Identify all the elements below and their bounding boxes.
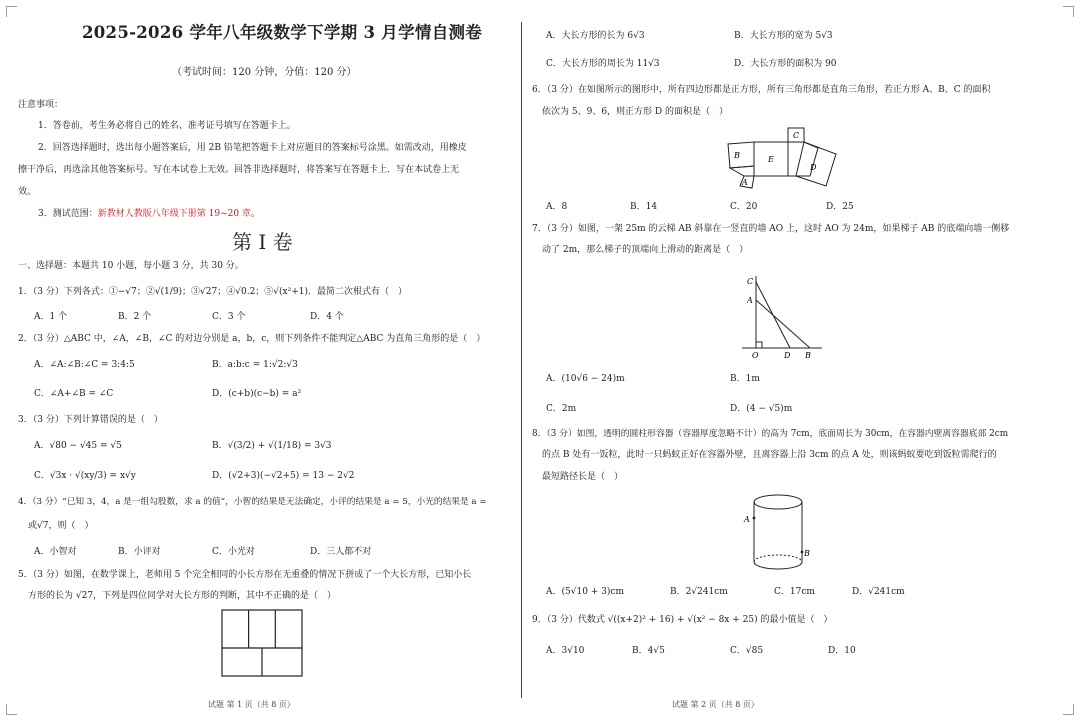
q5-option-a[interactable]: A．大长方形的长为 6√3: [546, 31, 645, 41]
q7-option-d[interactable]: D．(4 − √5)m: [730, 404, 793, 414]
test-scope: 新教材人教版八年级下册第 19~20 章: [97, 209, 251, 219]
crop-mark-top-right: [1063, 6, 1074, 17]
q6-label-e: E: [768, 155, 774, 164]
q3-option-b[interactable]: B．√(3/2) + √(1/18) = 3√3: [212, 441, 332, 451]
notice-3: [38, 208, 260, 221]
notice-2-line-3: 效。: [18, 187, 37, 197]
q7-label-b: B: [805, 351, 811, 360]
q2-option-a[interactable]: A．∠A:∠B:∠C = 3:4:5: [34, 360, 135, 370]
q4-option-d[interactable]: D．三人都不对: [310, 547, 372, 557]
crop-mark-bottom-right: [1063, 704, 1074, 715]
q3-option-c[interactable]: C．√3x · √(xy/3) = x√y: [34, 471, 136, 481]
question-4-line-2: 或√7，则（ ）: [28, 521, 94, 531]
notice-2-line-1: 2．回答选择题时，选出每小题答案后，用 2B 铅笔把答题卡上对应题目的答案标号涂黑。如需改动，用橡皮: [38, 143, 467, 153]
q5-option-d[interactable]: D．大长方形的面积为 90: [734, 59, 837, 69]
q7-ladder-figure: [738, 270, 828, 362]
exam-title: 2025-2026 学年八年级数学下学期 3 月学情自测卷: [82, 23, 483, 42]
page-1-footer: 试题 第 1 页（共 8 页）: [208, 700, 295, 709]
q6-option-d[interactable]: D．25: [826, 202, 854, 212]
q6-label-b: B: [734, 151, 740, 160]
q5-rectangle-figure: [220, 608, 304, 678]
q3-option-a[interactable]: A．√80 − √45 = √5: [34, 441, 122, 451]
q7-label-c: C: [747, 277, 754, 286]
q6-option-b[interactable]: B．14: [630, 202, 658, 212]
q5-option-b[interactable]: B．大长方形的宽为 5√3: [734, 31, 833, 41]
section-heading: 一、选择题：本题共 10 小题，每小题 3 分，共 30 分。: [18, 261, 244, 271]
q6-label-d: D: [810, 163, 817, 172]
question-9: 9．（3 分）代数式 √((x+2)² + 16) + √(x² − 8x + 25) 的最小值是（ ）: [532, 615, 833, 625]
q8-option-a[interactable]: A．(5√10 + 3)cm: [546, 587, 624, 597]
q6-squares-figure: [714, 124, 844, 190]
q9-option-a[interactable]: A．3√10: [546, 646, 585, 656]
q3-option-d[interactable]: D．(√2+3)(−√2+5) = 13 − 2√2: [212, 471, 355, 481]
q8-label-b: B: [804, 549, 810, 558]
question-1: 1．（3 分）下列各式：①−√7；②√(1/9)；③√27；④√0.2；⑤√(x²+1)．最简二次根式有（ ）: [18, 287, 408, 297]
q9-option-d[interactable]: D．10: [828, 646, 856, 656]
q8-label-a: A: [744, 515, 750, 524]
q1-option-d[interactable]: D．4 个: [310, 312, 344, 322]
q4-option-a[interactable]: A．小智对: [34, 547, 77, 557]
question-6-line-1: 6．（3 分）在如图所示的图形中，所有四边形都是正方形，所有三角形都是直角三角形，若正方形 A、B、C 的面积: [532, 85, 991, 95]
question-4-line-1: 4．（3 分）“已知 3，4，a 是一组勾股数，求 a 的值”，小智的结果是无法确定，小评的结果是 a = 5，小光的结果是 a =: [18, 497, 487, 507]
q6-option-a[interactable]: A．8: [546, 202, 568, 212]
question-7-line-1: 7．（3 分）如图，一架 25m 的云梯 AB 斜靠在一竖直的墙 AO 上，这时 AO 为 24m，如果梯子 AB 的底端向墙一侧移: [532, 224, 1010, 234]
q7-option-b[interactable]: B．1m: [730, 374, 760, 384]
crop-mark-top-left: [6, 6, 17, 17]
q6-label-a: A: [742, 178, 748, 187]
exam-info: （考试时间：120 分钟，分值：120 分）: [172, 67, 357, 78]
notice-3-prefix: 3．测试范围：: [38, 209, 98, 219]
question-5-line-1: 5．（3 分）如图，在数学课上，老师用 5 个完全相同的小长方形在无重叠的情况下拼成了一个大长方形，已知小长: [18, 570, 472, 580]
q8-option-b[interactable]: B．2√241cm: [670, 587, 728, 597]
q4-option-c[interactable]: C．小光对: [212, 547, 255, 557]
notice-2-line-2: 擦干净后，再选涂其他答案标号。写在本试卷上无效。回答非选择题时，将答案写在答题卡上．写在本试卷上无: [18, 165, 460, 175]
q5-option-c[interactable]: C．大长方形的周长为 11√3: [546, 59, 660, 69]
q7-label-d: D: [784, 351, 791, 360]
q7-option-c[interactable]: C．2m: [546, 404, 577, 414]
q1-option-c[interactable]: C．3 个: [212, 312, 246, 322]
question-8-line-1: 8．（3 分）如图，透明的圆柱形容器（容器厚度忽略不计）的高为 7cm，底面周长为 30cm，在容器内壁离容器底部 2cm: [532, 429, 1009, 439]
q6-option-c[interactable]: C．20: [730, 202, 758, 212]
notice-heading: 注意事项：: [18, 100, 64, 110]
page-2-footer: 试题 第 2 页（共 8 页）: [672, 700, 759, 709]
question-2: 2．（3 分）△ABC 中，∠A，∠B，∠C 的对边分别是 a，b，c，则下列条件不能判定△ABC 为直角三角形的是（ ）: [18, 334, 486, 344]
q7-label-o: O: [752, 351, 759, 360]
crop-mark-bottom-left: [6, 704, 17, 715]
q1-option-b[interactable]: B．2 个: [118, 312, 152, 322]
q7-option-a[interactable]: A．(10√6 − 24)m: [546, 374, 625, 384]
q4-option-b[interactable]: B．小评对: [118, 547, 161, 557]
question-7-line-2: 动了 2m，那么梯子的顶端向上滑动的距离是（ ）: [542, 245, 749, 255]
page-divider: [521, 22, 522, 698]
part-title: 第 I 卷: [232, 230, 293, 254]
q2-option-c[interactable]: C．∠A+∠B = ∠C: [34, 389, 114, 399]
question-8-line-3: 最短路径长是（ ）: [542, 472, 624, 482]
question-5-line-2: 方形的长为 √27，下列是四位同学对大长方形的判断，其中不正确的是（ ）: [28, 591, 337, 601]
question-8-line-2: 的点 B 处有一饭粒，此时一只蚂蚁正好在容器外壁，且离容器上沿 3cm 的点 A 处，则该蚂蚁要吃到饭粒需爬行的: [542, 450, 997, 460]
q8-option-c[interactable]: C．17cm: [774, 587, 815, 597]
q9-option-b[interactable]: B．4√5: [632, 646, 665, 656]
q2-option-b[interactable]: B．a:b:c = 1:√2:√3: [212, 360, 298, 370]
q6-label-c: C: [793, 131, 800, 140]
question-6-line-2: 依次为 5、9、6，则正方形 D 的面积是（ ）: [542, 107, 728, 117]
notice-1: 1．答卷前，考生务必将自己的姓名、准考证号填写在答题卡上。: [38, 121, 296, 131]
q9-option-c[interactable]: C．√85: [730, 646, 764, 656]
q8-cylinder-figure: [742, 490, 814, 574]
q7-label-a: A: [747, 296, 753, 305]
q2-option-d[interactable]: D．(c+b)(c−b) = a²: [212, 389, 302, 399]
question-3: 3．（3 分）下列计算错误的是（ ）: [18, 415, 163, 425]
notice-3-suffix: 。: [250, 209, 260, 219]
q1-option-a[interactable]: A．1 个: [34, 312, 68, 322]
q8-option-d[interactable]: D．√241cm: [852, 587, 905, 597]
